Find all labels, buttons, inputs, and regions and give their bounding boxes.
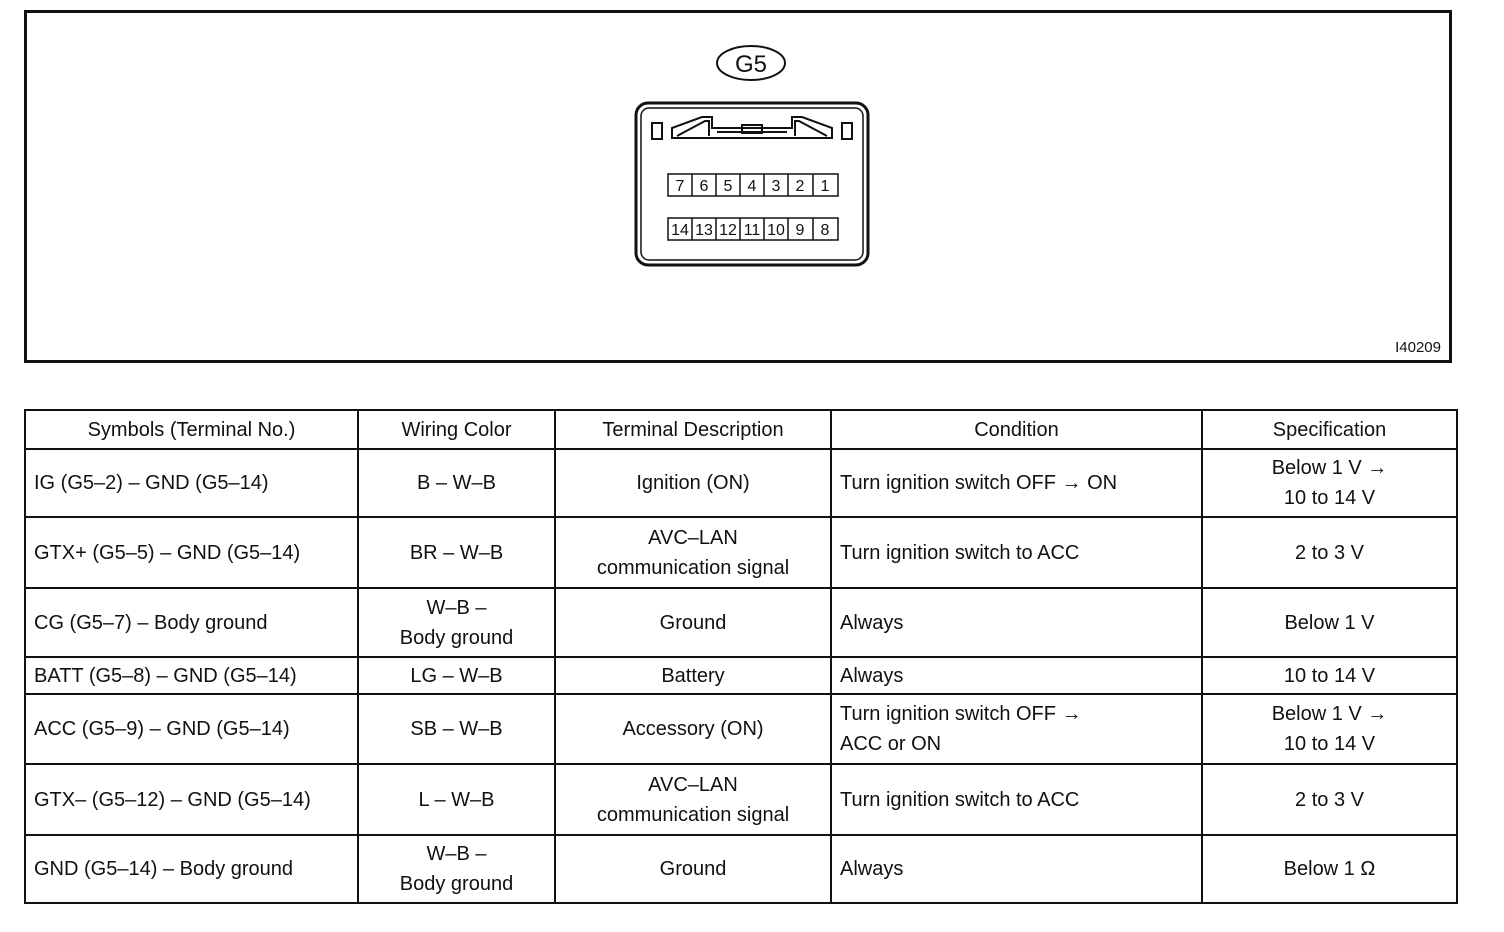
cell-condition-line: Always: [840, 664, 904, 687]
cell-symbol: IG (G5–2) – GND (G5–14): [25, 449, 358, 517]
table-row: [25, 588, 1457, 657]
cell-specification: [1202, 588, 1457, 657]
cell-specification: [1202, 657, 1457, 694]
cell-wiring-color: [358, 694, 555, 764]
cell-specification-line: 10 to 14 V: [1283, 733, 1376, 755]
cell-terminal-description: [555, 449, 831, 517]
pin-number: 14: [671, 222, 689, 239]
header-terminal-description: Terminal Description: [555, 410, 831, 449]
pin-number: 10: [767, 222, 785, 239]
cell-specification-line: Below 1 V →: [1271, 457, 1388, 479]
cell-wiring-color: [358, 835, 555, 903]
cell-terminal-description: [555, 657, 831, 694]
cell-condition: [831, 657, 1202, 694]
cell-condition-line: Always: [840, 611, 904, 634]
cell-wiring-color: [358, 588, 555, 657]
cell-terminal-description-line: AVC–LAN: [648, 526, 738, 549]
pin-number: 1: [820, 178, 830, 195]
cell-wiring-color-line: Body ground: [399, 626, 514, 649]
cell-terminal-description: [555, 764, 831, 835]
cell-terminal-description-line: AVC–LAN: [648, 773, 738, 796]
figure-code: I40209: [1395, 339, 1441, 356]
table-header-row: [25, 410, 1457, 449]
pin-number: 8: [820, 222, 830, 239]
table-row: [25, 657, 1457, 694]
cell-wiring-color-line: Body ground: [399, 873, 514, 895]
cell-specification-line: 10 to 14 V: [1283, 487, 1376, 509]
cell-condition: [831, 835, 1202, 903]
cell-specification-line: 2 to 3 V: [1295, 541, 1364, 564]
cell-specification-line: 2 to 3 V: [1295, 788, 1364, 811]
cell-condition-line: ACC or ON: [840, 733, 942, 755]
cell-condition-line: Turn ignition switch to ACC: [840, 788, 1080, 811]
cell-wiring-color-line: LG – W–B: [410, 664, 503, 687]
cell-condition-line: Always: [840, 858, 904, 880]
cell-specification: [1202, 835, 1457, 903]
cell-specification: [1202, 449, 1457, 517]
cell-symbol: GTX+ (G5–5) – GND (G5–14): [25, 517, 358, 588]
cell-terminal-description-line: communication signal: [596, 556, 790, 579]
cell-specification-line: Below 1 Ω: [1283, 858, 1376, 880]
table-body: [25, 449, 1457, 903]
cell-terminal-description: [555, 694, 831, 764]
cell-terminal-description: [555, 517, 831, 588]
table-row: [25, 694, 1457, 764]
cell-condition: [831, 517, 1202, 588]
cell-wiring-color-line: B – W–B: [417, 472, 496, 494]
table-row: [25, 835, 1457, 903]
header-wiring-color: Wiring Color: [358, 410, 555, 449]
connector-label: G5: [734, 51, 768, 78]
cell-wiring-color-line: SB – W–B: [410, 718, 503, 740]
cell-condition-line: Turn ignition switch OFF → ON: [840, 472, 1118, 494]
cell-symbol: ACC (G5–9) – GND (G5–14): [25, 694, 358, 764]
table-row: [25, 517, 1457, 588]
pin-number: 11: [743, 222, 761, 239]
cell-specification-line: Below 1 V →: [1271, 703, 1388, 725]
cell-specification: [1202, 694, 1457, 764]
cell-wiring-color-line: BR – W–B: [409, 541, 504, 564]
pin-number: 7: [675, 178, 685, 195]
table-row: [25, 449, 1457, 517]
cell-terminal-description: [555, 835, 831, 903]
cell-terminal-description-line: Accessory (ON): [622, 718, 764, 740]
cell-terminal-description: [555, 588, 831, 657]
cell-wiring-color: [358, 657, 555, 694]
cell-condition: [831, 694, 1202, 764]
connector-drawing: [27, 13, 1449, 360]
cell-wiring-color-line: W–B –: [426, 596, 487, 619]
cell-symbol: GTX– (G5–12) – GND (G5–14): [25, 764, 358, 835]
header-symbols: Symbols (Terminal No.): [25, 410, 358, 449]
cell-condition: [831, 764, 1202, 835]
header-specification: Specification: [1202, 410, 1457, 449]
pin-number: 9: [795, 222, 805, 239]
terminal-spec-table: [24, 409, 1458, 904]
cell-specification-line: Below 1 V: [1284, 611, 1375, 634]
pin-number: 3: [771, 178, 781, 195]
cell-condition: [831, 449, 1202, 517]
table-row: [25, 764, 1457, 835]
cell-specification-line: 10 to 14 V: [1283, 664, 1376, 687]
cell-specification: [1202, 764, 1457, 835]
cell-wiring-color-line: W–B –: [426, 843, 487, 865]
cell-specification: [1202, 517, 1457, 588]
cell-symbol: CG (G5–7) – Body ground: [25, 588, 358, 657]
cell-symbol: BATT (G5–8) – GND (G5–14): [25, 657, 358, 694]
cell-terminal-description-line: Ground: [659, 611, 727, 634]
cell-terminal-description-line: communication signal: [596, 803, 790, 826]
pin-number: 13: [695, 222, 713, 239]
cell-condition-line: Turn ignition switch OFF →: [840, 703, 1082, 725]
cell-condition-line: Turn ignition switch to ACC: [840, 541, 1080, 564]
cell-wiring-color-line: L – W–B: [418, 788, 495, 811]
pin-number: 4: [747, 178, 757, 195]
connector-diagram-panel: [24, 10, 1452, 363]
cell-wiring-color: [358, 449, 555, 517]
pin-number: 12: [719, 222, 737, 239]
header-condition: Condition: [831, 410, 1202, 449]
cell-wiring-color: [358, 764, 555, 835]
cell-condition: [831, 588, 1202, 657]
cell-terminal-description-line: Battery: [661, 664, 725, 687]
cell-terminal-description-line: Ignition (ON): [636, 472, 750, 494]
cell-terminal-description-line: Ground: [659, 858, 727, 880]
pin-number: 6: [699, 178, 709, 195]
pin-number: 2: [795, 178, 805, 195]
pin-number: 5: [723, 178, 733, 195]
cell-symbol: GND (G5–14) – Body ground: [25, 835, 358, 903]
cell-wiring-color: [358, 517, 555, 588]
